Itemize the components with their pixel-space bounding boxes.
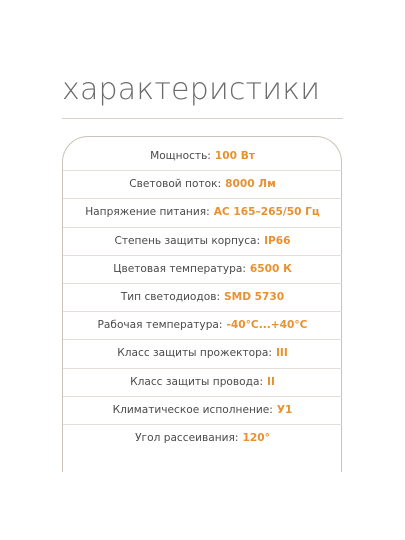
spec-label: Тип светодиодов: [120, 291, 221, 304]
spec-row-cable-protection-class [63, 368, 342, 396]
spec-row-luminous-flux [63, 170, 342, 198]
spec-label: Рабочая температура: [97, 319, 223, 332]
spec-label: Климатическое исполнение: [112, 403, 273, 416]
spec-value: II [267, 375, 275, 388]
specs-list [63, 142, 342, 452]
spec-value: AC 165–265/50 Гц [213, 206, 320, 219]
spec-label: Напряжение питания: [85, 206, 210, 219]
title-divider [62, 118, 343, 119]
spec-value: 6500 К [249, 262, 292, 275]
spec-label: Угол рассеивания: [135, 431, 239, 444]
spec-row-climatic-version [63, 396, 342, 424]
spec-label: Класс защиты прожектора: [117, 347, 272, 360]
spec-row-beam-angle [63, 424, 342, 452]
spec-value: IP66 [264, 234, 291, 247]
spec-row-floodlight-protection-class [63, 339, 342, 367]
spec-value: 100 Вт [214, 150, 255, 163]
spec-row-power [63, 142, 342, 170]
spec-label: Световой поток: [129, 178, 222, 191]
spec-label: Класс защиты провода: [130, 375, 264, 388]
spec-value: 8000 Лм [225, 178, 276, 191]
page-title: характеристики [62, 72, 321, 107]
spec-row-color-temperature [63, 255, 342, 283]
spec-value: SMD 5730 [224, 291, 285, 304]
spec-value: -40°С...+40°С [226, 319, 308, 332]
spec-value: III [275, 347, 288, 360]
spec-row-led-type [63, 283, 342, 311]
spec-row-voltage [63, 198, 342, 226]
spec-label: Степень защиты корпуса: [114, 234, 261, 247]
spec-label: Цветовая температура: [113, 262, 246, 275]
spec-value: 120° [242, 431, 270, 444]
spec-value: У1 [276, 403, 293, 416]
spec-label: Мощность: [150, 150, 211, 163]
spec-row-ingress-protection [63, 227, 342, 255]
spec-row-operating-temperature [63, 311, 342, 339]
